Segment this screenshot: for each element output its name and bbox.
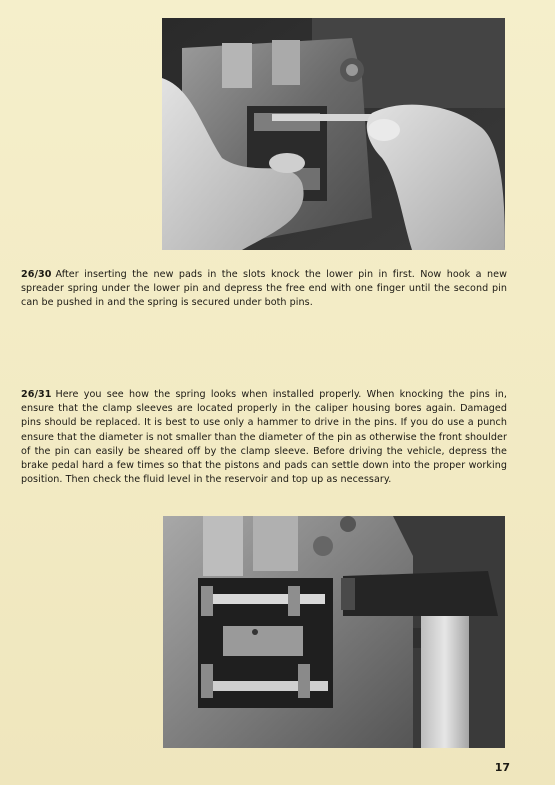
caption-text: Here you see how the spring looks when installed properly. When knocking the pins in, ensure that the clamp sleeves are located properly in the caliper housing bores again. Damaged pins should be replaced. It is best to use only a hammer to drive in the pins. If you do use a punch ensure that the diameter is not smaller than the diameter of the pin as otherwise the front shoulder of the pin can easily be sheared off by the clamp sleeve. Before driving the vehicle, depress the brake pedal hard a few times so that the pistons and pads can settle down into the proper working position. Then check the fluid level in the reservoir and top up as necessary. — [21, 389, 507, 486]
photo-installed-spring-hammer — [163, 516, 505, 748]
photo-caliper-pin-insertion — [162, 18, 505, 250]
page-number: 17 — [494, 761, 510, 774]
caption-26-31 — [21, 388, 507, 487]
caption-number: 26/31 — [21, 389, 52, 400]
caption-number: 26/30 — [21, 269, 52, 280]
caption-26-30 — [21, 268, 507, 311]
caption-text: After inserting the new pads in the slots knock the lower pin in first. Now hook a new spreader spring under the lower pin and depress the free end with one finger until the second pin can be pushed in and the spring is secured under both pins. — [21, 269, 507, 309]
